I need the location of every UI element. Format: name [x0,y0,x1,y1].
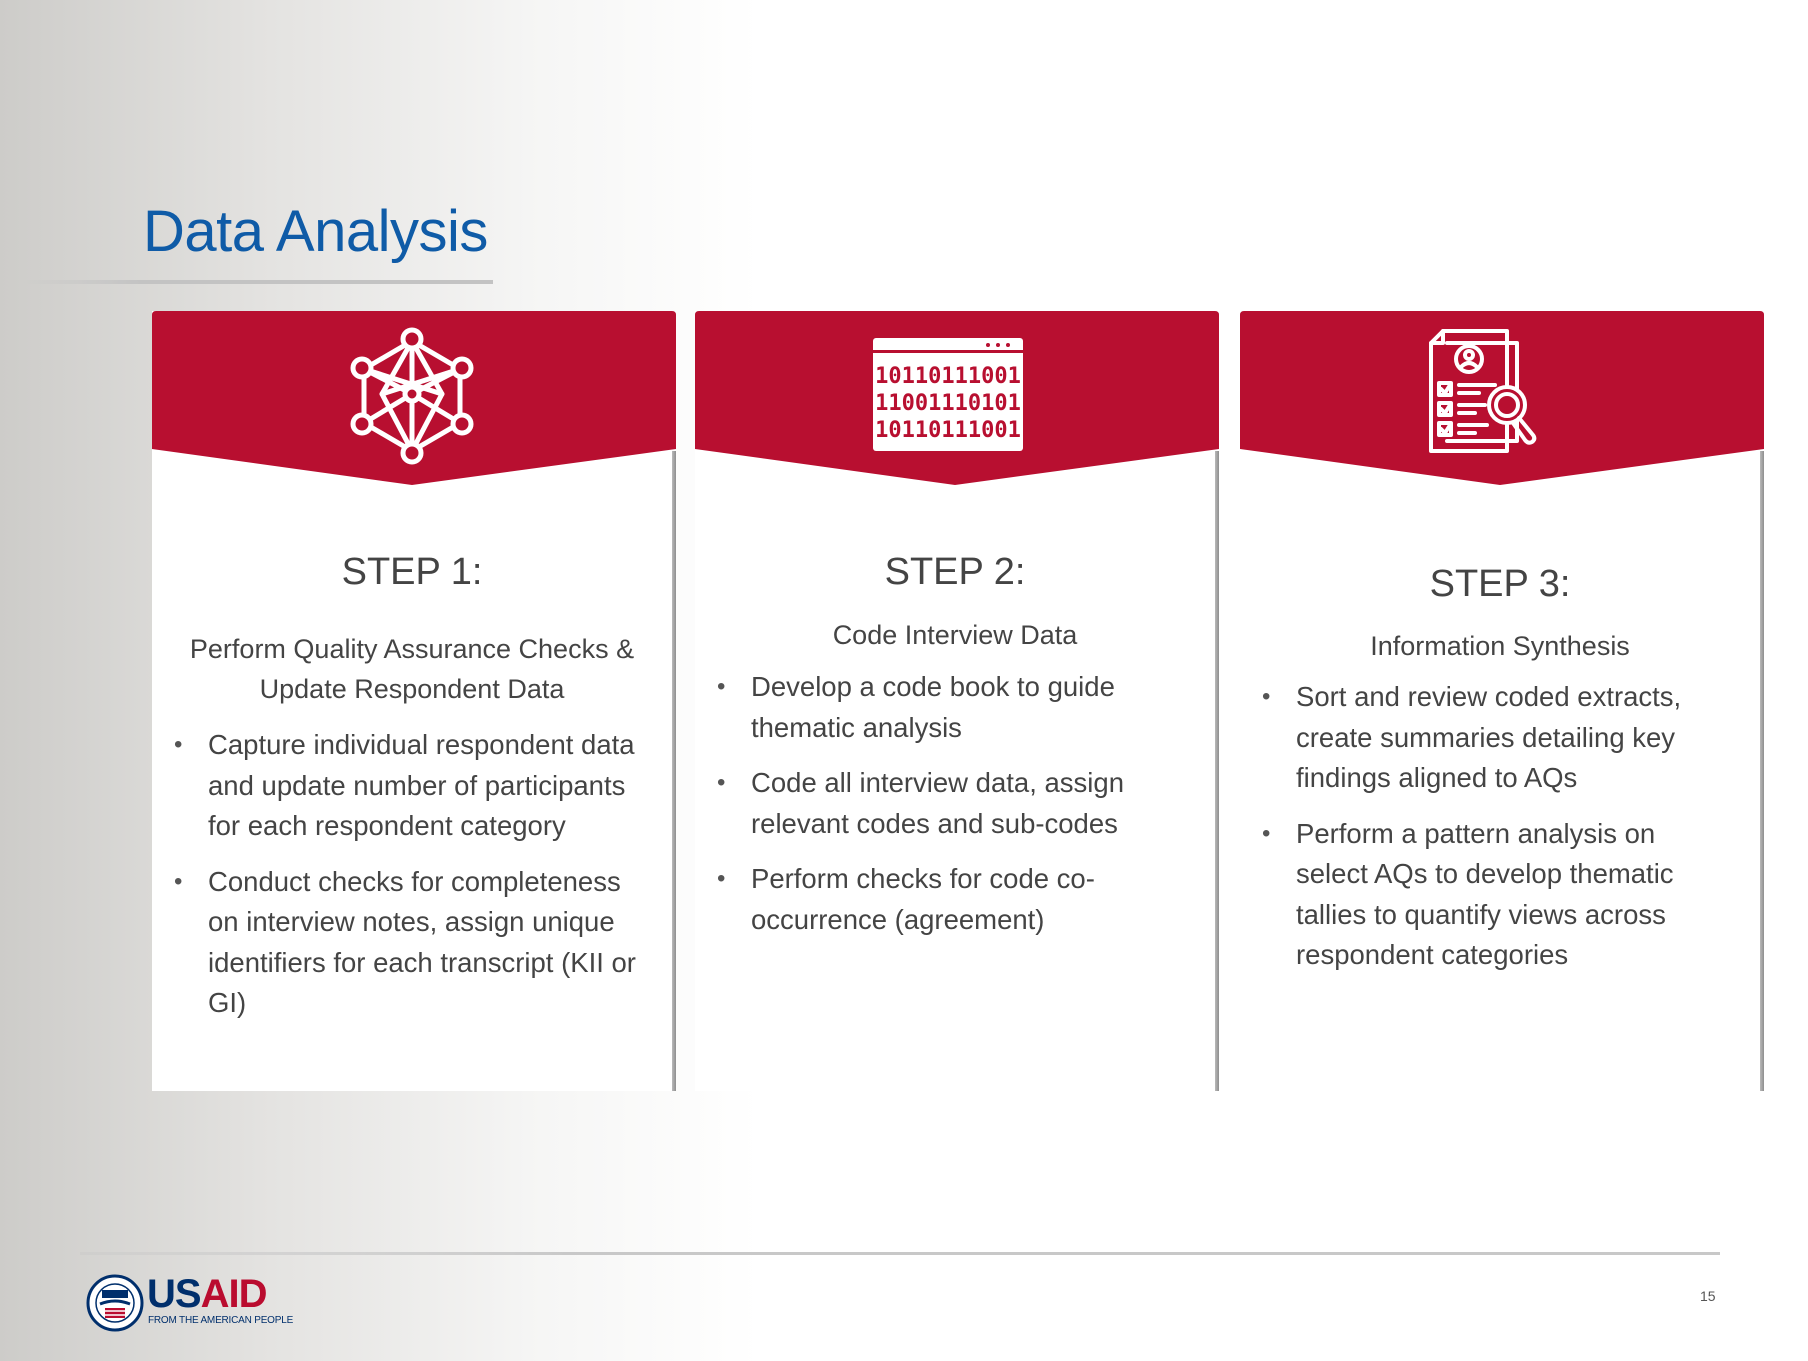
card-shadow [672,451,676,1091]
logo-wordmark [147,1272,266,1317]
list-item: • Perform a pattern analysis on select AQs to develop thematic tallies to quantify views across respondent categories [1240,814,1730,976]
page-number: 15 [1700,1288,1716,1304]
usaid-logo [86,1274,296,1334]
binary-line: 10110111001 [875,418,1021,443]
step-card-3 [1240,311,1764,1091]
binary-code-icon [695,311,1219,476]
list-item: • Sort and review coded extracts, create summaries detailing key findings aligned to AQs [1240,677,1730,799]
step-heading: STEP 3: [1429,563,1571,605]
list-item: • Conduct checks for completeness on interview notes, assign unique identifiers for each transcript (KII or GI) [152,862,642,1024]
list-item: • Capture individual respondent data and update number of participants for each respondent category [152,725,642,847]
title-underline [22,280,493,284]
logo-aid: AID [200,1272,267,1316]
binary-line: 11001110101 [875,391,1021,416]
binary-line: 10110111001 [875,364,1021,389]
card-shadow [1760,451,1764,1091]
step-card-2 [695,311,1219,1091]
logo-us: US [147,1272,201,1316]
step-bullet-list [152,725,642,1039]
document-search-icon [1240,311,1764,476]
step-subtitle: Perform Quality Assurance Checks & Update Respondent Data [189,634,635,704]
step-card-1 [152,311,676,1091]
step-heading: STEP 2: [884,551,1026,593]
card-shadow [1215,451,1219,1091]
list-item: • Perform checks for code co-occurrence (agreement) [695,859,1185,940]
step-subtitle: Information Synthesis [1370,631,1630,661]
network-icon [152,311,676,476]
step-heading: STEP 1: [341,551,483,593]
step-subtitle: Code Interview Data [832,620,1078,650]
list-item: • Code all interview data, assign relevant codes and sub-codes [695,763,1185,844]
list-item: • Develop a code book to guide thematic analysis [695,667,1185,748]
step-bullet-list [695,667,1185,955]
footer-divider [80,1252,1720,1255]
logo-tagline: FROM THE AMERICAN PEOPLE [148,1315,294,1326]
step-bullet-list [1240,677,1730,991]
usaid-seal-icon [86,1274,144,1332]
slide-title: Data Analysis [143,199,488,264]
